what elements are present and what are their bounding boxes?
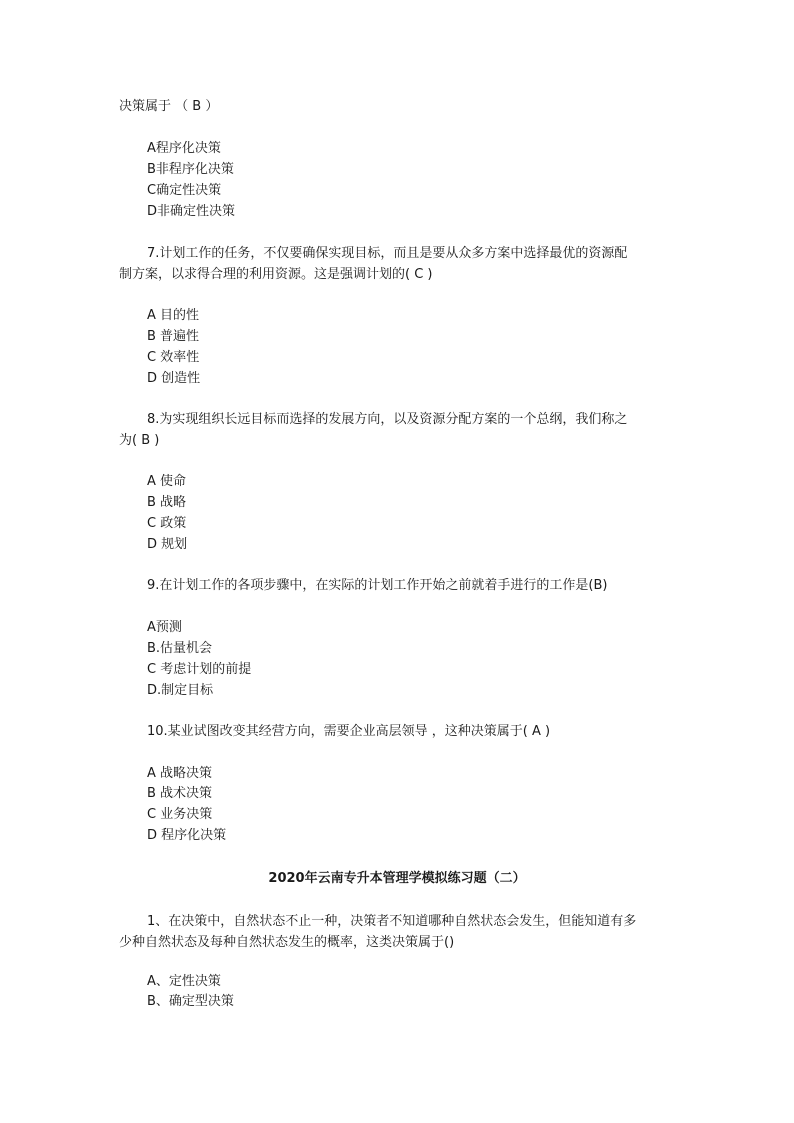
option-b: B 战术决策 xyxy=(147,786,213,801)
question-stem-tail: 决策属于 （ B ） xyxy=(119,99,219,114)
question-7-line-1: 7.计划工作的任务，不仅要确保实现目标，而且是要从众多方案中选择最优的资源配 xyxy=(147,246,628,261)
question-1-line-1: 1、在决策中，自然状态不止一种，决策者不知道哪种自然状态会发生，但能知道有多 xyxy=(147,914,637,929)
option-a: A预测 xyxy=(147,620,182,635)
option-d: D.制定目标 xyxy=(147,683,214,698)
option-b: B非程序化决策 xyxy=(147,162,234,177)
question-9-line-1: 9.在计划工作的各项步骤中，在实际的计划工作开始之前就着手进行的工作是(B) xyxy=(147,578,608,593)
option-c: C 政策 xyxy=(147,516,187,531)
option-c: C 效率性 xyxy=(147,350,200,365)
option-d: D 创造性 xyxy=(147,371,201,386)
option-a: A 目的性 xyxy=(147,308,200,323)
question-1-line-2: 少种自然状态及每种自然状态发生的概率，这类决策属于() xyxy=(119,935,455,950)
option-a: A 战略决策 xyxy=(147,766,213,781)
question-8-line-1: 8.为实现组织长远目标而选择的发展方向，以及资源分配方案的一个总纲，我们称之 xyxy=(147,412,628,427)
section-title: 2020年云南专升本管理学模拟练习题（二） xyxy=(268,871,526,886)
option-a: A程序化决策 xyxy=(147,141,221,156)
option-c: C 业务决策 xyxy=(147,807,213,822)
option-a: A 使命 xyxy=(147,474,187,489)
option-c: C确定性决策 xyxy=(147,183,222,198)
question-10-line-1: 10.某业试图改变其经营方向，需要企业高层领导 ，这种决策属于( A ) xyxy=(147,724,551,739)
option-b: B 普遍性 xyxy=(147,329,200,344)
option-b: B 战略 xyxy=(147,495,187,510)
option-b: B.估量机会 xyxy=(147,641,213,656)
option-b: B、确定型决策 xyxy=(147,994,234,1009)
option-d: D非确定性决策 xyxy=(147,204,236,219)
option-a: A、定性决策 xyxy=(147,974,221,989)
option-d: D 程序化决策 xyxy=(147,828,227,843)
option-d: D 规划 xyxy=(147,537,188,552)
question-8-line-2: 为( B ) xyxy=(119,433,160,448)
question-7-line-2: 制方案，以求得合理的利用资源。这是强调计划的( C ) xyxy=(119,267,433,282)
option-c: C 考虑计划的前提 xyxy=(147,662,252,677)
